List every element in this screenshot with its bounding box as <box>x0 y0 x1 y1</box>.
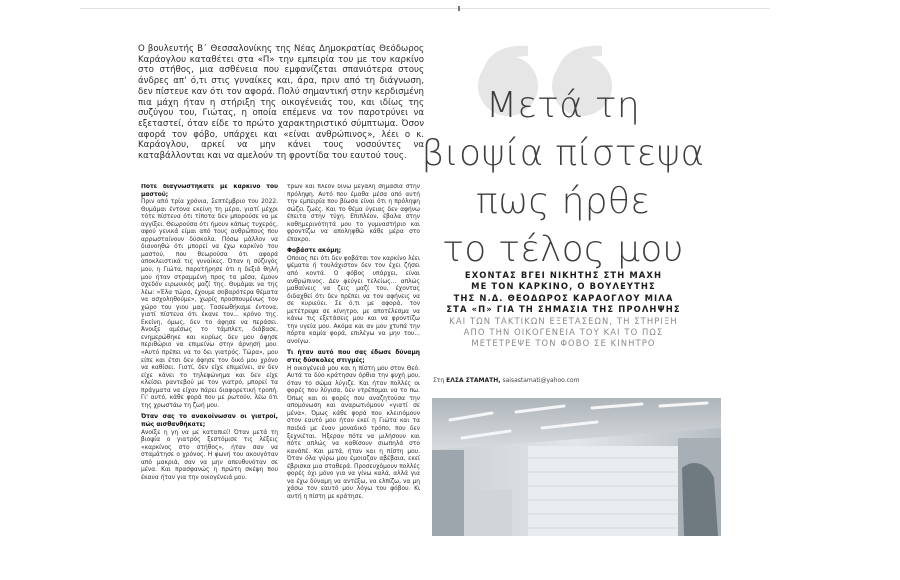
headline-line: το τέλος μου <box>442 229 684 270</box>
subhead-line: ΜΕΤΕΤΡΕΨΕ ΤΟΝ ΦΟΒΟ ΣΕ ΚΙΝΗΤΡΟ <box>471 338 656 349</box>
byline-email: saisastamati@yahoo.com <box>502 377 580 384</box>
question: Όταν σας το ανακοίνωσαν οι γιατροί, πώς αισθανθήκατε; <box>141 414 278 428</box>
answer: τρων και πλέον δίνω μεγάλη σημασία στην πρόληψη. Αυτό που έμαθα μέσα από αυτή την εμπειρία που βίωσα είναι ότι η πρόληψη σώζει ζωές. Και το θέμα ύγειας δεν αφήνω έπειτα στην τύχη. Επιπλέον, έβαλα στην καθημερινότητά μου το γυμναστήριο και φροντίζω να αποληφθώ κάθε μέρα στο έπακρο. <box>287 184 420 243</box>
subhead-line: ΚΑΙ ΤΩΝ ΤΑΚΤΙΚΩΝ ΕΞΕΤΑΣΕΩΝ, ΤΗ ΣΤΗΡΙΞΗ <box>449 315 678 326</box>
body-column-1 <box>141 184 278 536</box>
question: Φοβάστε ακόμη; <box>287 248 342 255</box>
subhead-line: ΑΠΟ ΤΗΝ ΟΙΚΟΓΕΝΕΙΑ ΤΟΥ ΚΑΙ ΤΟ ΠΩΣ <box>463 327 664 338</box>
subhead-line: ΜΕ ΤΟΝ ΚΑΡΚΙΝΟ, Ο ΒΟΥΛΕΥΤΗΣ <box>471 281 656 292</box>
question: Πότε διαγνωστήκατε με καρκίνο του μαστού; <box>141 184 278 198</box>
qa-block <box>287 350 420 501</box>
subhead-line: ΤΗΣ Ν.Δ. ΘΕΟΔΩΡΟΣ ΚΑΡΑΟΓΛΟΥ ΜΙΛΑ <box>453 292 674 303</box>
byline-prefix: Στη <box>433 377 445 384</box>
qa-block <box>287 184 420 244</box>
question: Τι ήταν αυτό που σας έδωσε δύναμη στις δύσκολες στιγμές; <box>287 350 420 365</box>
subhead-line: ΣΤΑ «Π» ΓΙΑ ΤΗ ΣΗΜΑΣΙΑ ΤΗΣ ΠΡΟΛΗΨΗΣ <box>446 304 681 315</box>
headline-line: πως ήρθε <box>476 181 650 222</box>
subheadline <box>416 270 711 350</box>
answer: Ανοίξε η γη να με καταπιεί! Όταν μετά τη βιοψία ο γιατρός ξεστόμισε τις λέξεις «καρκίνος στο στήθος», ήταν σαν να σταμάτησε ο χρόνος. Η φωνή του ακουγόταν από μακριά, σαν να μην απευθυνόταν σε μένα. Και πρασφανώς η πρώτη σκέψη που έκανα ήταν για την οικογένειά μου. <box>141 429 278 481</box>
answer: Πριν από τρία χρόνια, Σεπτέμβριο του 2022. Θυμάμαι έντονα εκείνη τη μέρα, γιατί μέχρι τότε πίστευα ότι τίποτα δεν μπορούσε να με αγγίξει. Θεωρούσα ότι ήμουν κάπως τυχερός, αφού γενικά είμαι από τους ανθρώπους που αρρωσταίνουν δύσκολα. Πόσω μάλλον να διανοηθώ ότι μπορεί να έχω καρκίνο του μαστού, που θεωρούσα ότι αφορά αποκλειστικά τις γυναίκες. Όταν η σύζυγός μου, η Γιώτα, παρατήρησε ότι η δεξιά θηλή μου ήταν στραμμένη προς τα μέσα, έμουν σχεδόν ειρωνικός μαζί της. Θυμάμαι να της λέω: «Έλα τώρα, έχουμε σοβαρότερα θέματα να ασχοληθούμε», χωρίς προσπουμένως τον χώρο του γιου μας. Τασεωθήκαμε έντονα, γιατί πίστευα ότι έκανε τον... κρόνο της. Εκείνη, όμως, δεν το άφησε να περάσει. Άνοιξε αμέσως το τάμπλετ, διάβασε, ενημερώθηκε και κυρίως δεν μου άφησε περιθώριο να επιμείνω στην άρνησή μου. «Αυτό πρέπει να το δει γιατρός. Τώρα», μου είπε και έτσι δεν άφησε τον δικό μου χρόνο να καθίσει. Γιατί, δεν είχε επιμείνει, αν δεν είχε κάνει το τηλεφώνημα και δεν είχε κλείσει ραντεβού με τον γιατρό, μπορεί τα πράγματα να είχαν πάρει διαφορετική τροπή. Γι' αυτό, κάθε φορά που με ρωτούν, λέω ότι της χρωστάω τη ζωή μου. <box>141 199 278 409</box>
qa-block <box>141 414 278 482</box>
top-rule <box>80 8 770 9</box>
headline-line: Μετά τη <box>486 85 640 126</box>
byline-author: ΕΛΣΑ ΣΤΑΜΑΤΗ, <box>446 377 501 384</box>
byline <box>433 377 579 384</box>
qa-block <box>287 248 420 346</box>
page-fold-mark <box>458 6 460 11</box>
headline <box>418 82 708 274</box>
lead-paragraph: Ο βουλευτής Β΄ Θεσσαλονίκης της Νέας Δημοκρατίας Θεόδωρος Καράογλου καταθέτει στα «Π» την εμπειρία του με τον καρκίνο στο στήθος, μια ασθένεια που εμφανίζεται σπανιότερα στους άνδρες απ' ό,τι στις γυναίκες και, άρα, πριν από τη διάγνωση, δεν πίστευε καν ότι τον αφορά. Πολύ σημαντική στην κερδισμένη πια μάχη ήταν η στήριξη της οικογένειάς του, και ιδίως της συζύγου του, Γιώτας, η οποία επέμενε να τον παροτρύνει να εξεταστεί, όταν είδε το πρώτο χαρακτηριστικό σύμπτωμα. Όσον αφορά τον φόβο, υπάρχει και «είναι ανθρώπινος», λέει ο κ. Καράογλου, αρκεί να μην κάνει τους νοσούντες να καταβάλλονται και να αμελούν τη φροντίδα του εαυτού τους. <box>138 44 424 162</box>
body-column-2 <box>287 184 420 536</box>
qa-block <box>141 184 278 410</box>
subhead-line: ΕΧΟΝΤΑΣ ΒΓΕΙ ΝΙΚΗΤΗΣ ΣΤΗ ΜΑΧΗ <box>464 270 663 280</box>
answer: Οποιος πει ότι δεν φοβάται τον καρκίνο λέει ψέματα ή τουλάχιστον δεν τον έχει ζήσει από κοντά. Ο φόβος υπάρχει, είναι ανθρώπινος. Δεν φεύγει τελείως... απλώς μαθαίνεις να ζεις μαζί του, έχοντας διδαχθεί ότι δεν πρέπει να τον αφήνεις να σε κυριεύει. Σε ό,τι με αφορά, τον μετέτρεψα σε κίνητρο, με αποτέλεσμα να κάνω τις εξετάσεις μου και να φροντίζω την υγεία μου. Ακόμα και αν μου χτυπά την πόρτα καμία φορά, επιλέγω να μην του... ανοίγω. <box>287 255 420 345</box>
answer: Η οικογένειά μου και η πίστη μου στον Θεό. Αυτά τα δύο κράτησαν όρθια την ψυχή μου, όταν το σώμα λύγιζε. Και ήταν πολλές οι φορές που λύγισα, δεν ντρέπομαι να το πω. Όπως και οι φορές που αναζητούσα την απομόνωση και αναρωτιόμουν «γιατί σε μένα». Όμως κάθε φορά που κλειnόμουν στον εαυτό μου ήταν εκεί η Γιώτα και τα παιδιά με έναν μοναδικό τρόπο, που δεν ξεχνιέται. Ήξεραν πότε να μιλήσουν και πότε απλώς να καθίσουν σιωπηλά στο κανάπέ. Και μετά, ήταν και η πίστη μου. Όταν όλα γύρω μου έμοιαζαν αβέβαια, εκεί έβρισκα μια σταθερά. Προσευχόμουν πολλές φορές όχι μόνο για να γίνω καλά, αλλά για να έχω δύναμη να αντέξω, να ελπίζω, να μη χάσω τον εαυτό μου λόγω του φόβου. Κι αυτή η πίστη με κράτησε. <box>287 365 420 500</box>
headline-line: βιοψία πίστεψα <box>421 133 705 174</box>
article-photo <box>432 398 721 536</box>
